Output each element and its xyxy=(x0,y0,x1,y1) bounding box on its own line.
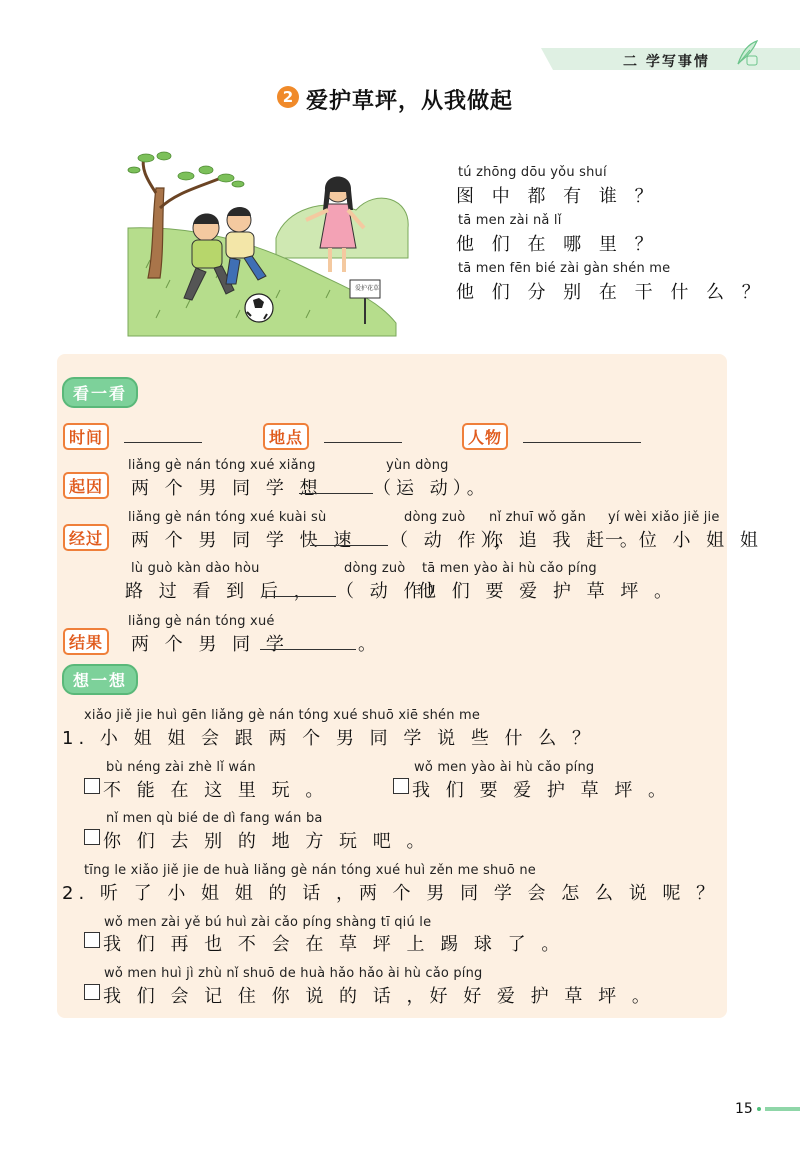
process-text-1: 两 个 男 同 学 快 速 xyxy=(131,530,357,551)
start-pinyin-2: yùn dòng xyxy=(386,458,449,473)
question-3-text: 他 们 分 别 在 干 什 么 ？ xyxy=(456,282,766,303)
think-q1-pinyin: xiǎo jiě jie huì gēn liǎng gè nán tóng xué shuō xiē shén me xyxy=(84,708,481,723)
think-q2-text: 2. 听 了 小 姐 姐 的 话 ，两 个 男 同 学 会 怎 么 说 呢 ？ xyxy=(62,883,720,904)
q2-option-1-text: 我 们 再 也 不 会 在 草 坪 上 踢 球 了 。 xyxy=(103,934,565,955)
process-text-2: （ 动 作）， xyxy=(390,530,518,551)
q1-option-1-text: 不 能 在 这 里 玩 。 xyxy=(103,780,329,801)
process-text-5: 路 过 看 到 后 ， xyxy=(125,581,317,602)
lesson-number-badge: 2 xyxy=(277,86,299,108)
q2-option-1-pinyin: wǒ men zài yě bú huì zài cǎo píng shàng tī qiú le xyxy=(104,915,432,930)
quill-icon xyxy=(732,38,760,68)
start-pinyin-1: liǎng gè nán tóng xué xiǎng xyxy=(128,458,316,473)
q2-option-2-text: 我 们 会 记 住 你 说 的 话 ，好 好 爱 护 草 坪 。 xyxy=(103,986,655,1007)
children-lawn-illustration xyxy=(126,148,426,338)
start-label: 起因 xyxy=(63,472,109,499)
start-text-1: 两 个 男 同 学 想 xyxy=(131,478,323,499)
process-blank-1[interactable] xyxy=(310,545,388,546)
page-number: 15 xyxy=(735,1101,753,1117)
result-pinyin: liǎng gè nán tóng xué xyxy=(128,614,275,629)
process-pinyin-3: nǐ zhuī wǒ gǎn xyxy=(489,510,587,525)
think-heading: 想一想 xyxy=(62,664,138,695)
process-text-3: 你 追 我 赶 。 xyxy=(485,530,643,551)
q1-option-2-pinyin: wǒ men yào ài hù cǎo píng xyxy=(414,760,595,775)
q1-option-2-text: 我 们 要 爱 护 草 坪 。 xyxy=(412,780,672,801)
process-pinyin-6: dòng zuò xyxy=(344,561,406,576)
start-blank[interactable] xyxy=(299,493,373,494)
lesson-title: 爱护草坪，从我做起 xyxy=(306,89,514,114)
process-pinyin-5: lù guò kàn dào hòu xyxy=(131,561,260,576)
question-2-pinyin: tā men zài nǎ lǐ xyxy=(458,213,562,228)
question-3-pinyin: tā men fēn bié zài gàn shén me xyxy=(458,261,671,276)
people-blank[interactable] xyxy=(523,442,641,443)
q2-option-2-pinyin: wǒ men huì jì zhù nǐ shuō de huà hǎo hǎo ài hù cǎo píng xyxy=(104,966,483,981)
result-label: 结果 xyxy=(63,628,109,655)
section-label: 二 学写事情 xyxy=(623,54,710,70)
process-text-4: 一 位 小 姐 姐 xyxy=(605,530,763,551)
q1-option-1-checkbox[interactable] xyxy=(84,778,100,794)
q1-option-1-pinyin: bù néng zài zhè lǐ wán xyxy=(106,760,256,775)
lawn-sign-text: 爱护花草 xyxy=(354,285,379,292)
process-pinyin-2: dòng zuò xyxy=(404,510,466,525)
page-line xyxy=(765,1107,800,1111)
process-text-7: 他 们 要 爱 护 草 坪 。 xyxy=(418,581,678,602)
q1-option-3-checkbox[interactable] xyxy=(84,829,100,845)
q2-option-2-checkbox[interactable] xyxy=(84,984,100,1000)
question-1-pinyin: tú zhōng dōu yǒu shuí xyxy=(458,165,607,180)
result-blank[interactable] xyxy=(260,649,356,650)
time-blank[interactable] xyxy=(124,442,202,443)
place-blank[interactable] xyxy=(324,442,402,443)
process-label: 经过 xyxy=(63,524,109,551)
q1-option-2-checkbox[interactable] xyxy=(393,778,409,794)
start-text-2: （运 动）。 xyxy=(373,478,490,499)
question-1-text: 图 中 都 有 谁 ？ xyxy=(456,186,659,207)
look-heading: 看一看 xyxy=(62,377,138,408)
think-q1-text: 1. 小 姐 姐 会 跟 两 个 男 同 学 说 些 什 么 ？ xyxy=(62,728,595,749)
process-pinyin-7: tā men yào ài hù cǎo píng xyxy=(422,561,597,576)
process-blank-2[interactable] xyxy=(262,596,336,597)
place-label: 地点 xyxy=(263,423,309,450)
process-pinyin-4: yí wèi xiǎo jiě jie xyxy=(608,510,720,525)
q1-option-3-text: 你 们 去 别 的 地 方 玩 吧 。 xyxy=(103,831,430,852)
page-dot xyxy=(757,1107,761,1111)
question-2-text: 他 们 在 哪 里 ？ xyxy=(456,234,659,255)
q1-option-3-pinyin: nǐ men qù bié de dì fang wán ba xyxy=(106,811,323,826)
result-text-1: 两 个 男 同 学 xyxy=(131,634,289,655)
q2-option-1-checkbox[interactable] xyxy=(84,932,100,948)
process-text-6: （ 动 作） xyxy=(336,581,450,602)
people-label: 人物 xyxy=(462,423,508,450)
process-pinyin-1: liǎng gè nán tóng xué kuài sù xyxy=(128,510,327,525)
think-q2-pinyin: tīng le xiǎo jiě jie de huà liǎng gè nán tóng xué huì zěn me shuō ne xyxy=(84,863,536,878)
time-label: 时间 xyxy=(63,423,109,450)
result-text-2: 。 xyxy=(358,634,381,655)
